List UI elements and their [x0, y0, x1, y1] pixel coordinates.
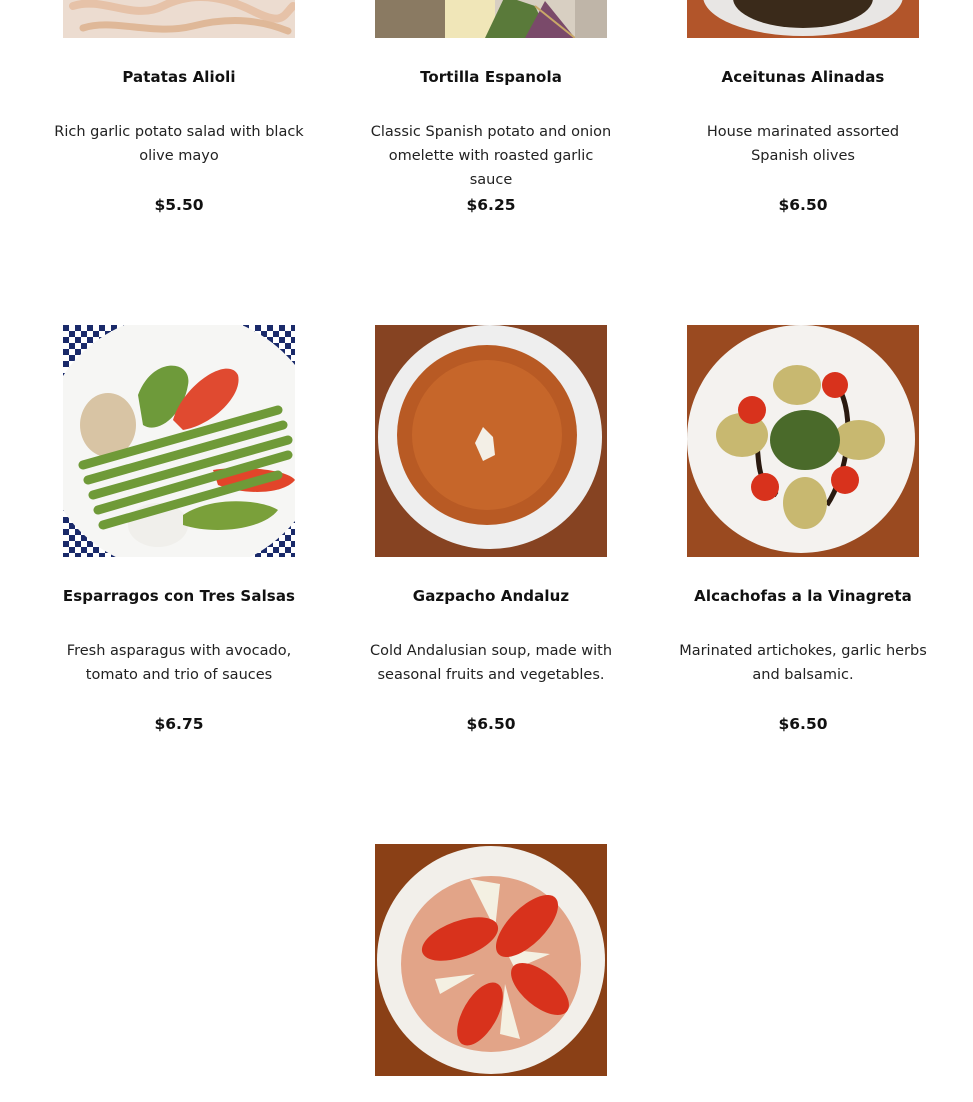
- item-price: $6.75: [154, 715, 204, 733]
- item-name: Aceitunas Alinadas: [721, 68, 885, 86]
- tortilla-espanola-photo[interactable]: [375, 0, 607, 38]
- patatas-alioli-photo[interactable]: [63, 0, 295, 38]
- item-price: $6.50: [466, 715, 516, 733]
- item-description: House marinated assorted Spanish olives: [706, 124, 900, 164]
- item-name: Tortilla Espanola: [420, 68, 562, 86]
- item-name: Esparragos con Tres Salsas: [62, 587, 296, 605]
- item-description: Classic Spanish potato and onion omelette with roasted garlic sauce: [370, 124, 612, 188]
- item-name: Gazpacho Andaluz: [412, 587, 570, 605]
- gazpacho-photo[interactable]: [375, 325, 607, 557]
- item-description: Marinated artichokes, garlic herbs and balsamic.: [679, 643, 927, 683]
- esparragos-photo[interactable]: [63, 325, 295, 557]
- jamon-tomato-bread-photo[interactable]: [375, 844, 607, 1076]
- alcachofas-photo[interactable]: [687, 325, 919, 557]
- item-description: Fresh asparagus with avocado, tomato and trio of sauces: [66, 643, 292, 683]
- aceitunas-alinadas-photo[interactable]: [687, 0, 919, 38]
- item-price: $6.25: [466, 196, 516, 214]
- item-description: Cold Andalusian soup, made with seasonal fruits and vegetables.: [369, 643, 613, 683]
- item-description: Rich garlic potato salad with black olive mayo: [54, 124, 304, 164]
- item-price: $6.50: [778, 715, 828, 733]
- item-price: $5.50: [154, 196, 204, 214]
- item-name: Patatas Alioli: [122, 68, 236, 86]
- item-price: $6.50: [778, 196, 828, 214]
- item-name: Alcachofas a la Vinagreta: [694, 587, 912, 605]
